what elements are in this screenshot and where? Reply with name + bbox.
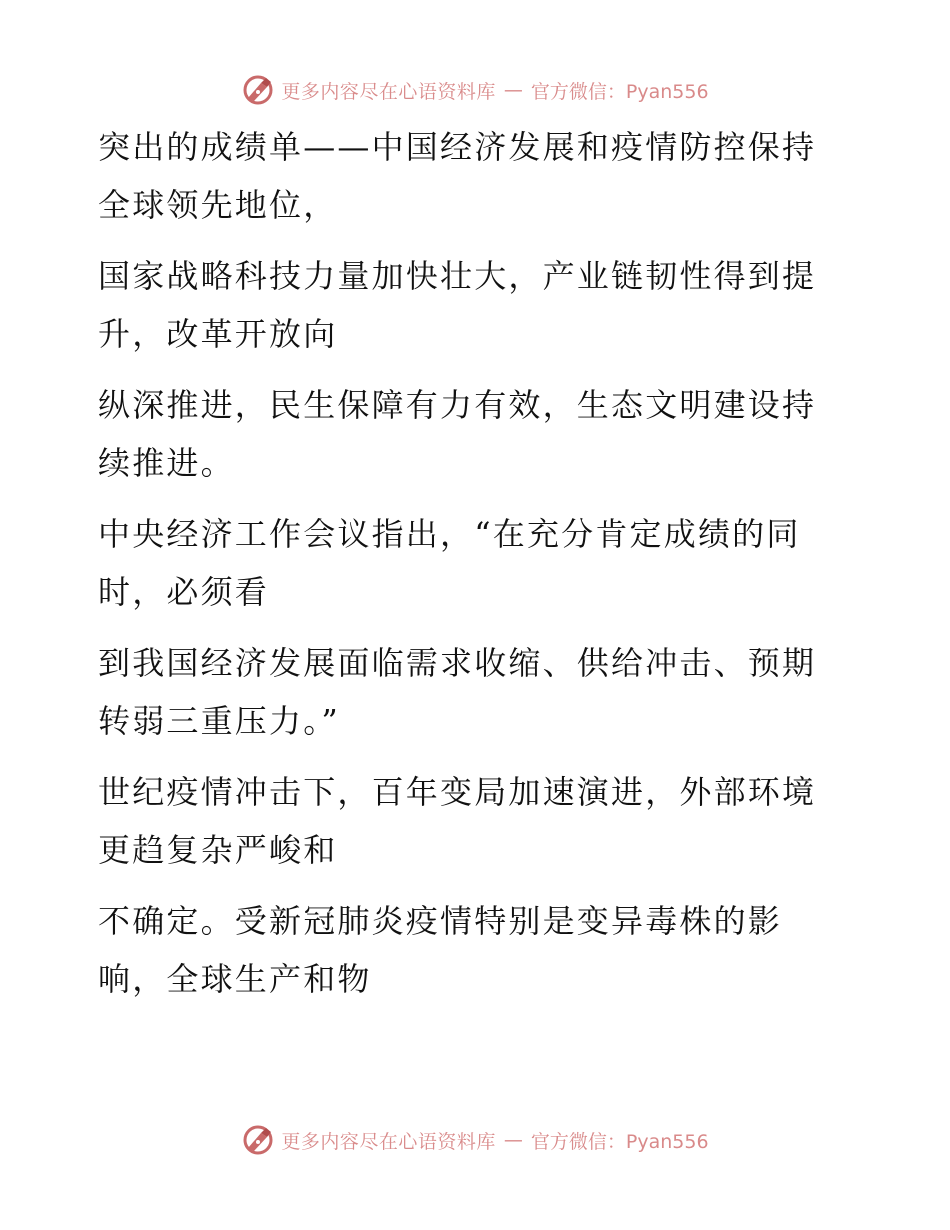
paragraph: [98, 892, 838, 1008]
paragraph-line: 中央经济工作会议指出，“在充分肯定成绩的同: [98, 515, 801, 553]
paragraph-line: 不确定。受新冠肺炎疫情特别是变异毒株的影: [98, 902, 783, 940]
paragraph-line: 纵深推进，民生保障有力有效，生态文明建设持: [98, 386, 817, 424]
watermark-group: [241, 1123, 708, 1157]
watermark-wechat: 官方微信：Pyan556: [530, 80, 709, 103]
watermark-dash: —: [503, 79, 523, 101]
paragraph-line: 时，必须看: [98, 573, 270, 611]
paragraph-line: 续推进。: [98, 444, 235, 482]
document-body: [98, 118, 838, 1021]
watermark-dash: —: [503, 1129, 523, 1151]
paragraph-line: 升，改革开放向: [98, 315, 338, 353]
watermark-text: 更多内容尽在心语资料库: [281, 1130, 496, 1153]
pen-nib-logo-icon: [241, 73, 275, 107]
paragraph-line: 响，全球生产和物: [98, 960, 372, 998]
paragraph-line: 突出的成绩单——中国经济发展和疫情防控保持: [98, 128, 817, 166]
watermark-wechat: 官方微信：Pyan556: [530, 1130, 709, 1153]
watermark-text: 更多内容尽在心语资料库: [281, 80, 496, 103]
paragraph-line: 全球领先地位，: [98, 186, 338, 224]
paragraph: [98, 763, 838, 879]
paragraph: [98, 505, 838, 621]
watermark-group: [241, 73, 708, 107]
paragraph-line: 转弱三重压力。”: [98, 702, 340, 740]
paragraph-line: 世纪疫情冲击下，百年变局加速演进，外部环境: [98, 773, 817, 811]
paragraph: [98, 376, 838, 492]
paragraph: [98, 247, 838, 363]
paragraph-line: 更趋复杂严峻和: [98, 831, 338, 869]
pen-nib-logo-icon: [241, 1123, 275, 1157]
paragraph-line: 国家战略科技力量加快壮大，产业链韧性得到提: [98, 257, 817, 295]
page-footer-watermark: [0, 1120, 950, 1160]
paragraph: [98, 118, 838, 234]
paragraph: [98, 634, 838, 750]
page-header-watermark: [0, 70, 950, 110]
paragraph-line: 到我国经济发展面临需求收缩、供给冲击、预期: [98, 644, 817, 682]
